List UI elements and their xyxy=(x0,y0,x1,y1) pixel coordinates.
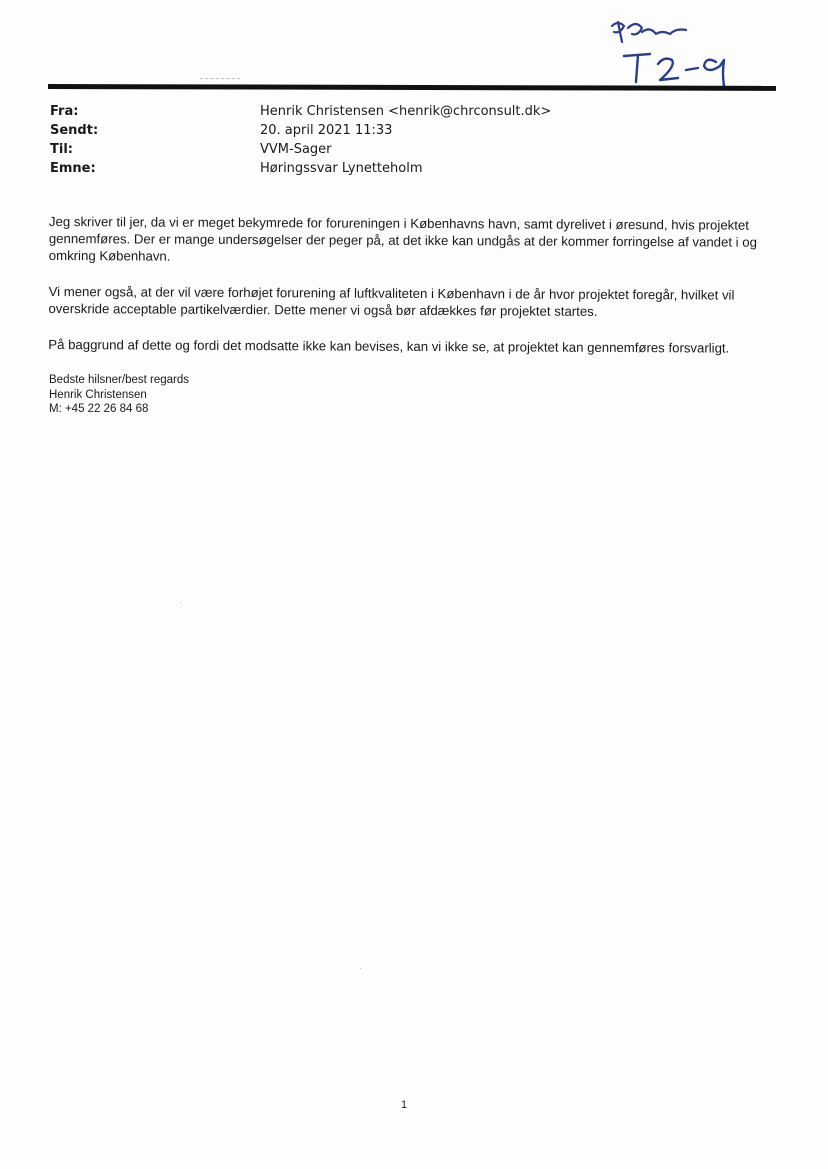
email-headers xyxy=(50,104,770,180)
header-value: Henrik Christensen <henrik@chrconsult.dk> xyxy=(260,104,552,119)
signature-line: Henrik Christensen xyxy=(49,388,147,401)
header-label: Emne: xyxy=(50,161,96,176)
header-value: VVM-Sager xyxy=(260,142,332,157)
handwritten-annotation xyxy=(598,12,748,92)
page-number: 1 xyxy=(400,1099,408,1111)
signature-line: M: +45 22 26 84 68 xyxy=(49,403,149,415)
header-label: Til: xyxy=(50,142,73,157)
header-sent xyxy=(50,123,770,142)
faint-mark xyxy=(200,78,240,80)
header-label: Fra: xyxy=(50,104,79,119)
body-paragraph: Jeg skriver til jer, da vi er meget bekymrede for forureningen i Københavns havn, samt dyrelivet i øresund, hvis projektet gennemføres. Der er mange undersøgelser der peger på, at det ikke kan undgås at der kommer forringelse af vandet i og omkring København. xyxy=(48,213,758,264)
signature-line: Bedste hilsner/best regards xyxy=(49,374,189,386)
email-body xyxy=(48,213,779,376)
scan-speck xyxy=(180,602,181,603)
body-paragraph: Vi mener også, at der vil være forhøjet forurening af luftkvaliteten i København i de år hvor projektet foregår, hvilket vil overskride acceptable partikelværdier. Dette mener vi også bør afdækkes før projektet startes. xyxy=(48,283,735,319)
handwritten-annotation-drawing xyxy=(598,12,748,92)
header-label: Sendt: xyxy=(50,123,99,138)
header-to xyxy=(50,142,770,161)
header-value: Høringssvar Lynetteholm xyxy=(260,161,423,176)
header-from xyxy=(50,104,770,123)
header-subject xyxy=(50,161,770,180)
email-signature xyxy=(49,373,189,417)
scan-speck xyxy=(360,968,361,969)
body-paragraph: På baggrund af dette og fordi det modsatte ikke kan bevises, kan vi ikke se, at projektet kan gennemføres forsvarligt. xyxy=(48,336,730,356)
header-value: 20. april 2021 11:33 xyxy=(260,123,393,138)
header-divider xyxy=(48,84,776,91)
